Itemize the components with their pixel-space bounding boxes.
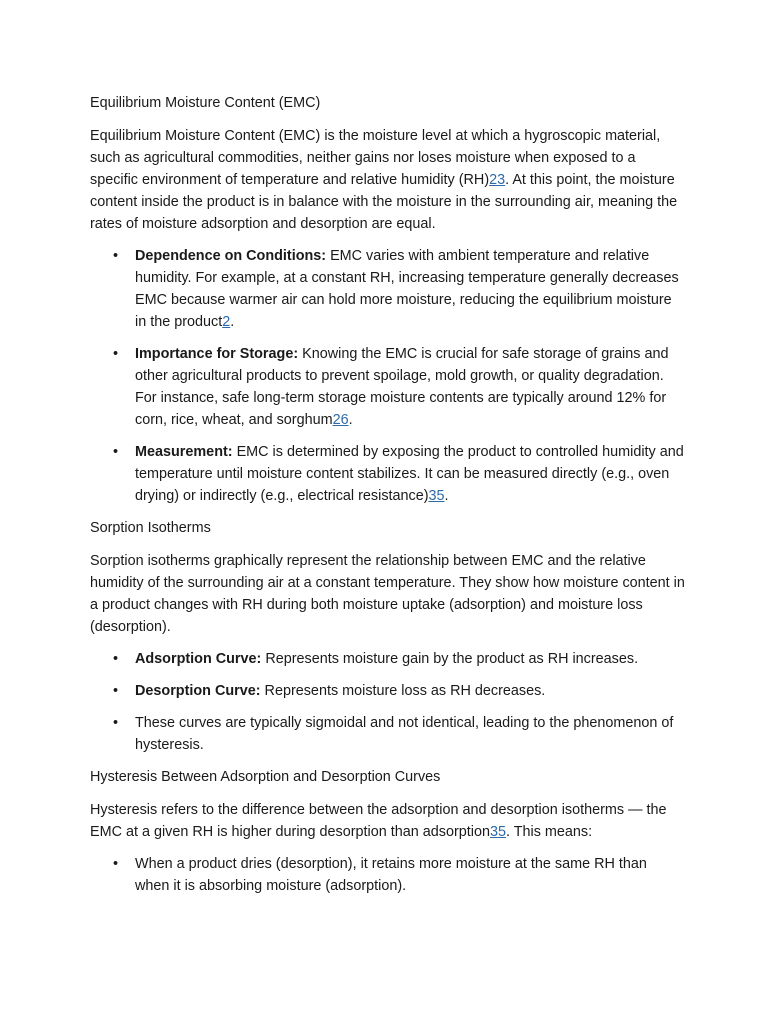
- bullet-text: .: [444, 488, 449, 504]
- section-heading: Hysteresis Between Adsorption and Desorption Curves: [90, 769, 441, 785]
- paragraph-text: . This means:: [505, 824, 593, 840]
- bullet-list: [90, 853, 685, 897]
- list-item: [135, 648, 685, 670]
- section-heading: Equilibrium Moisture Content (EMC): [90, 95, 321, 111]
- paragraph-text: Hysteresis refers to the difference between the adsorption and desorption isotherms — the EMC at a given RH is higher during desorption than adsorption: [90, 802, 667, 840]
- paragraph-text: . At this point, the moisture content inside the product is in balance with the moisture in the surrounding air, meaning the rates of moisture adsorption and desorption are equal.: [90, 172, 678, 232]
- bullet-text: Represents moisture loss as RH decreases.: [260, 683, 546, 699]
- document-body: [90, 92, 685, 907]
- bullet-text: When a product dries (desorption), it retains more moisture at the same RH than when it is absorbing moisture (adsorption).: [135, 856, 647, 894]
- list-item: [135, 712, 685, 756]
- list-item: [135, 343, 685, 431]
- list-item: [135, 441, 685, 507]
- bullet-label: Adsorption Curve:: [135, 651, 262, 667]
- citation-link[interactable]: 35: [489, 824, 506, 840]
- citation-link[interactable]: 35: [428, 488, 445, 504]
- bullet-label: Importance for Storage:: [135, 346, 299, 362]
- section-hysteresis: [90, 766, 685, 897]
- citation-link[interactable]: 2: [222, 314, 231, 330]
- bullet-text: Represents moisture gain by the product as RH increases.: [261, 651, 639, 667]
- list-item: [135, 680, 685, 702]
- paragraph: [90, 799, 685, 843]
- section-emc: [90, 92, 685, 507]
- section-sorption-isotherms: [90, 517, 685, 756]
- bullet-text: These curves are typically sigmoidal and not identical, leading to the phenomenon of hysteresis.: [135, 715, 674, 753]
- bullet-text: .: [348, 412, 353, 428]
- list-item: [135, 853, 685, 897]
- paragraph: Sorption isotherms graphically represent the relationship between EMC and the relative humidity of the surrounding air at a constant temperature. They show how moisture content in a product changes with RH during both moisture uptake (adsorption) and moisture loss (desorption).: [90, 553, 685, 635]
- bullet-text: EMC varies with ambient temperature and relative humidity. For example, at a constant RH, increasing temperature generally decreases EMC because warmer air can hold more moisture, reducing the equilibrium moisture in the product: [135, 248, 679, 330]
- paragraph: [90, 125, 685, 235]
- bullet-text: .: [230, 314, 235, 330]
- bullet-list: [90, 648, 685, 756]
- bullet-list: [90, 245, 685, 507]
- bullet-text: EMC is determined by exposing the product to controlled humidity and temperature until moisture content stabilizes. It can be measured directly (e.g., oven drying) or indirectly (e.g., electrical resistance): [135, 444, 684, 504]
- citation-link[interactable]: 26: [332, 412, 349, 428]
- section-heading: Sorption Isotherms: [90, 520, 211, 536]
- paragraph-text: Equilibrium Moisture Content (EMC) is the moisture level at which a hygroscopic material, such as agricultural commodities, neither gains nor loses moisture when exposed to a specific environment of temperature and relative humidity (RH): [90, 128, 661, 188]
- list-item: [135, 245, 685, 333]
- citation-link[interactable]: 23: [489, 172, 506, 188]
- bullet-label: Dependence on Conditions:: [135, 248, 327, 264]
- bullet-label: Measurement:: [135, 444, 233, 460]
- bullet-label: Desorption Curve:: [135, 683, 261, 699]
- bullet-text: Knowing the EMC is crucial for safe storage of grains and other agricultural products to prevent spoilage, mold growth, or quality degradation. For instance, safe long-term storage moisture contents are typically around 12% for corn, rice, wheat, and sorghum: [135, 346, 669, 428]
